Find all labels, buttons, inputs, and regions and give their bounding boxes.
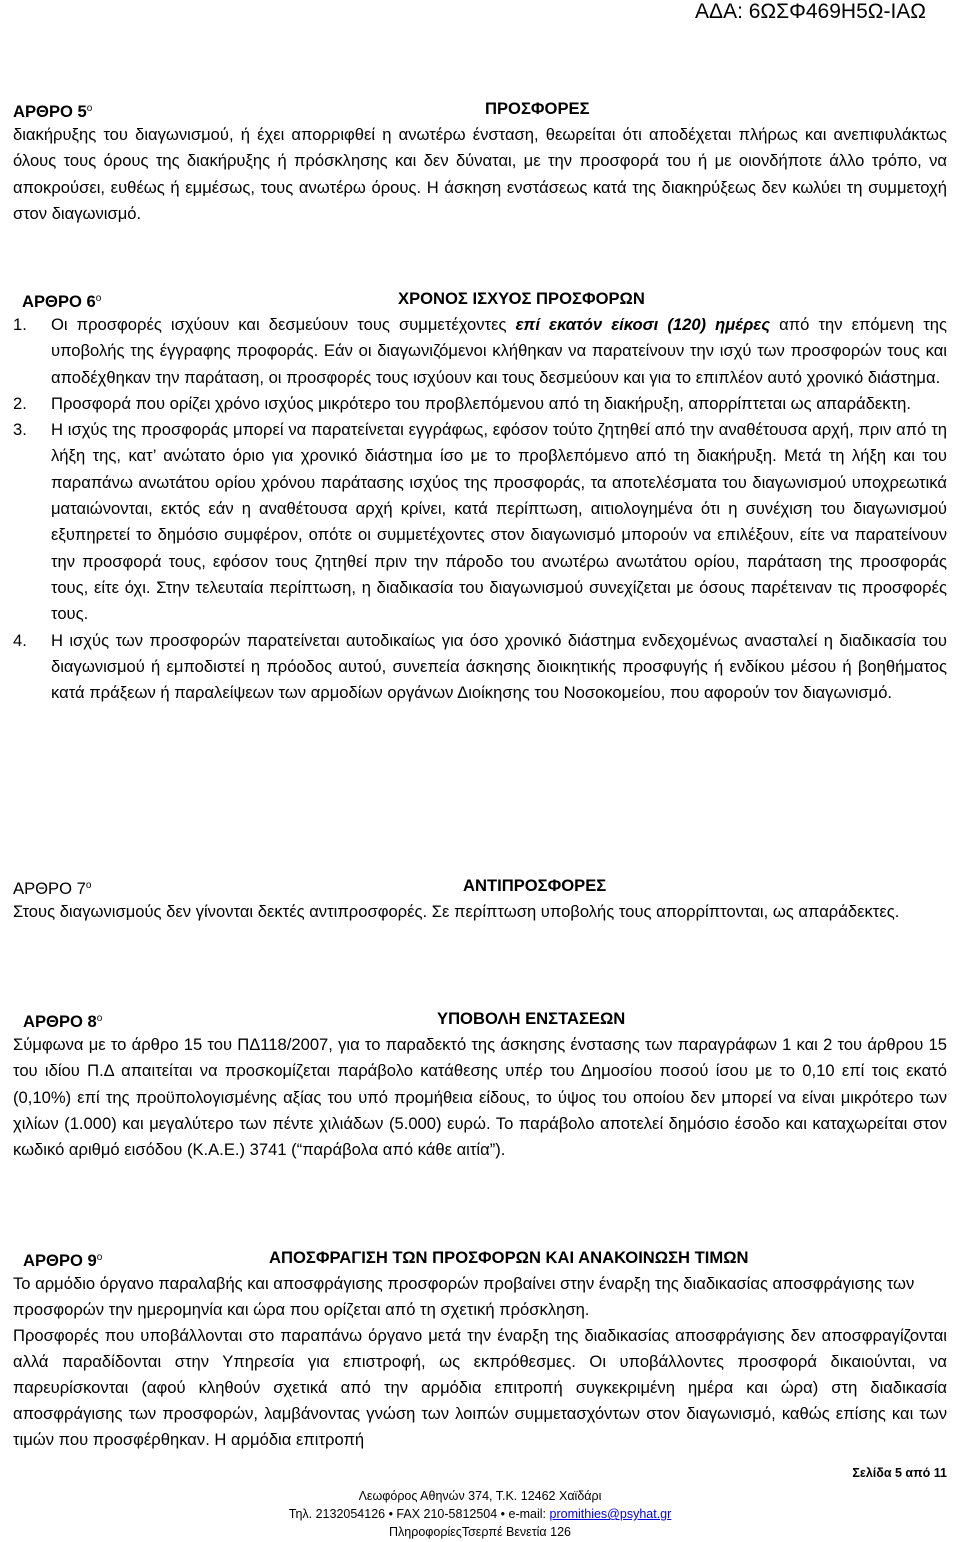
article-8-title: ΥΠΟΒΟΛΗ ΕΝΣΤΑΣΕΩΝ <box>437 1009 626 1028</box>
article-5-title: ΠΡΟΣΦΟΡΕΣ <box>485 99 590 118</box>
page-number: Σελίδα 5 από 11 <box>852 1466 947 1480</box>
article-9-label: ΑΡΘΡΟ $9^o$ <box>23 1251 103 1270</box>
article-6-paragraph-3: 3. Η ισχύς της προσφοράς μπορεί να παρατείνεται εγγράφως, εφόσον τούτο ζητηθεί από την αναθέτουσα αρχή, πριν από τη λήξη της, κατ’ ανώτατο όριο για χρονικό διάστημα ίσο με το προβλεπόμενο από τη διακήρυξη. Μετά τη λήξη και του παραπάνω ανωτάτου ορίου χρόνου παράτασης ισχύος της προσφοράς, τα αποτελέσματα του διαγωνισμού υποχρεωτικά ματαιώνονται, εκτός εάν η αναθέτουσα αρχή κρίνει, κατά περίπτωση, αιτιολογημένα ότι η συνέχιση του διαγωνισμού εξυπηρετεί το δημόσιο συμφέρον, οπότε οι συμμετέχοντες στον διαγωνισμό μπορούν να επιλέξουν, είτε να παρατείνουν την προσφορά τους, εφόσον τους ζητηθεί πριν την πάροδο του ανωτέρω ανωτάτου ορίου, παράταση της προσφοράς τους, είτε όχι. Στην τελευταία περίπτωση, η διαδικασία του διαγωνισμού συνεχίζεται με όσους παρέτειναν τις προσφορές τους. <box>13 420 947 624</box>
article-7-title: ΑΝΤΙΠΡΟΣΦΟΡΕΣ <box>463 876 607 895</box>
article-8-heading <box>13 1006 947 1032</box>
article-6-paragraph-2: 2. Προσφορά που ορίζει χρόνο ισχύος μικρότερο του προβλεπόμενου από τη διακήρυξη, απορρίπτεται ως απαράδεκτη. <box>13 393 911 413</box>
article-8-text: Σύμφωνα με το άρθρο 15 του ΠΔ118/2007, για το παραδεκτό της άσκησης ένστασης των παραγράφων 1 και 2 του άρθρου 15 του ιδίου Π.Δ απαιτείται να προσκομίζεται παράβολο κατάθεσης υπέρ του Δημοσίου ποσού ίσου με το 0,10 επί τοις εκατό (0,10%) επί της προϋπολογισμένης αξίας του υπό προμήθεια είδους, το ύψος του οποίου δεν μπορεί να είναι μικρότερο των χιλίων (1.000) και μεγαλύτερο των πέντε χιλιάδων (5.000) ευρώ. Το παράβολο αποτελεί δημόσιο έσοδο και καταχωρείται στον κωδικό αριθμό εισόδου (Κ.Α.Ε.) 3741 (“παράβολα από κάθε αιτία”). <box>13 1035 947 1160</box>
article-5-text: διακήρυξης του διαγωνισμού, ή έχει απορριφθεί η ανωτέρω ένσταση, θεωρείται ότι αποδέχεται πλήρως και ανεπιφυλάκτως όλους τους όρους της διακήρυξης ή πρόσκλησης και δεν δύναται, με την προσφορά του ή με οιονδήποτε άλλο τρόπο, να αποκρούσει, ευθέως ή εμμέσως, τους ανωτέρω όρους. Η άσκηση ενστάσεως κατά της διακηρύξεως δεν κωλύει τη συμμετοχή στον διαγωνισμό. <box>13 125 947 223</box>
article-9 <box>13 1245 947 1453</box>
article-7 <box>13 873 947 925</box>
article-8 <box>13 1006 947 1163</box>
article-6-heading <box>22 286 947 312</box>
footer-email-link[interactable]: promithies@psyhat.gr <box>549 1507 672 1521</box>
article-9-heading <box>13 1245 947 1271</box>
article-6-paragraph-4: 4. Η ισχύς των προσφορών παρατείνεται αυτοδικαίως για όσο χρονικό διάστημα ενδεχομένως ανασταλεί η διαδικασία του διαγωνισμού ή εμποδιστεί η πρόοδος αυτού, συνεπεία άσκησης διοικητικής προσφυγής ή ενδίκου μέσου ή βοηθήματος κατά πράξεων ή παραλείψεων των αρμοδίων οργάνων Διοίκησης του Νοσοκομείου, που αφορούν τον διαγωνισμό. <box>13 630 947 703</box>
ada-code: ΑΔΑ: 6ΩΣΦ469Η5Ω-ΙΑΩ <box>695 0 926 23</box>
article-6-label: ΑΡΘΡΟ $6^o$ <box>22 292 102 311</box>
article-9-paragraph-2: Προσφορές που υποβάλλονται στο παραπάνω όργανο μετά την έναρξη της διαδικασίας αποσφράγισης δεν αποσφραγίζονται αλλά παραδίδονται στην Υπηρεσία για επιστροφή, ως εκπρόθεσμες. Οι υποβάλλοντες προσφορά δικαιούνται, να παρευρίσκονται (αφού κληθούν σχετικά από την αρμόδια επιτροπή συγκεκριμένη ημέρα και ώρα) στη διαδικασία αποσφράγισης των προσφορών, λαμβάνοντας γνώση των λοιπών συμμετασχόντων στον διαγωνισμό, καθώς επίσης και των τιμών που προσφέρθηκαν. Η αρμόδια επιτροπή <box>13 1326 947 1449</box>
article-6 <box>13 286 947 706</box>
article-5-heading <box>13 96 947 122</box>
article-5 <box>13 96 947 227</box>
validity-period: επί εκατόν είκοσι (120) ημέρες <box>515 315 771 334</box>
article-7-label: ΑΡΘΡΟ $7^o$ <box>13 879 92 898</box>
footer-phones: Τηλ. 2132054126 • FAX 210-5812504 • e-mail: promithies@psyhat.gr <box>288 1507 672 1521</box>
article-6-title: ΧΡΟΝΟΣ ΙΣΧΥΟΣ ΠΡΟΣΦΟΡΩΝ <box>398 289 645 308</box>
article-5-label: ΑΡΘΡΟ $5^o$ <box>13 102 93 121</box>
footer-contact: ΠληροφορίεςΤσερπέ Βενετία 126 <box>389 1525 571 1539</box>
article-7-text: Στους διαγωνισμούς δεν γίνονται δεκτές αντιπροσφορές. Σε περίπτωση υποβολής τους απορρίπτονται, ως απαράδεκτες. <box>13 902 900 921</box>
article-6-paragraph-1: 1. Οι προσφορές ισχύουν και δεσμεύουν τους συμμετέχοντες επί εκατόν είκοσι (120) ημέρες από την επόμενη της υποβολής της έγγραφης προφοράς. Εάν οι διαγωνιζόμενοι κλήθηκαν να παρατείνουν την ισχύ των προσφορών τους και αποδέχθηκαν την παράταση, οι προσφορές τους ισχύουν και τους δεσμεύουν και για το επιπλέον αυτό χρονικό διάστημα. <box>13 315 947 387</box>
article-8-label: ΑΡΘΡΟ $8^o$ <box>23 1012 103 1031</box>
article-7-heading <box>13 873 947 899</box>
footer-address: Λεωφόρος Αθηνών 374, Τ.Κ. 12462 Χαϊδάρι <box>358 1489 602 1503</box>
article-9-paragraph-1: Το αρμόδιο όργανο παραλαβής και αποσφράγισης προσφορών προβαίνει στην έναρξη της διαδικασίας αποσφράγισης των προσφορών την ημερομηνία και ώρα που ορίζεται από τη σχετική πρόσκληση. <box>13 1274 915 1319</box>
article-9-title: ΑΠΟΣΦΡΑΓΙΣΗ ΤΩΝ ΠΡΟΣΦΟΡΩΝ ΚΑΙ ΑΝΑΚΟΙΝΩΣΗ ΤΙΜΩΝ <box>269 1248 749 1267</box>
